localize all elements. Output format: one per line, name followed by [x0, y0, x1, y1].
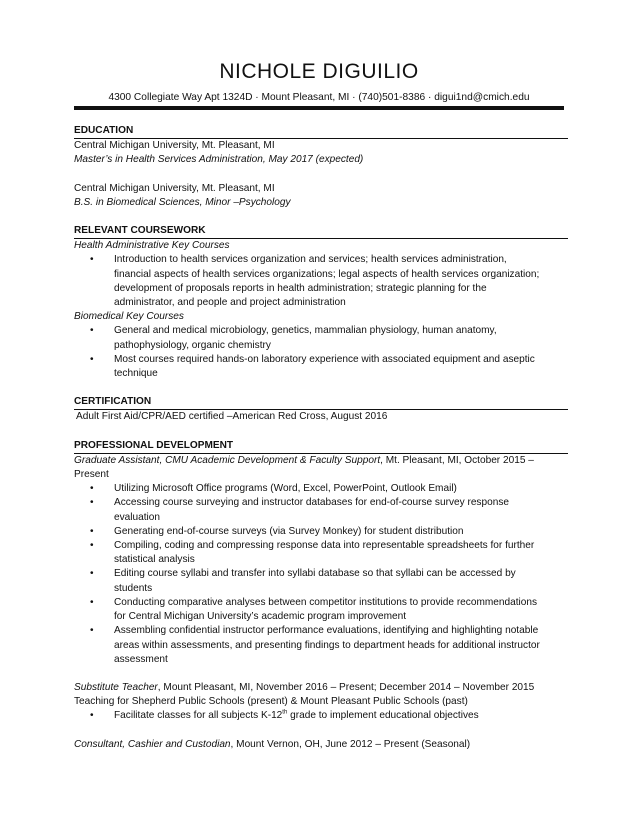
bullet-icon: • [90, 710, 94, 722]
resume-body [74, 124, 568, 766]
bullet-icon: • [90, 483, 94, 495]
education-heading: EDUCATION [74, 124, 568, 139]
list-item: • Facilitate classes for all subjects K-12th grade to implement educational objectives [74, 709, 568, 723]
education-degree-1: Master’s in Health Services Administration, May 2017 (expected) [74, 154, 364, 166]
list-item: • Accessing course surveying and instructor databases for end-of-course survey response evaluation [90, 497, 509, 523]
job1-title: Graduate Assistant, CMU Academic Development & Faculty Support [74, 454, 381, 466]
professional-section [74, 439, 568, 752]
list-item: • Introduction to health services organization and services; health services administration, financial aspects of health services organizations; legal aspects of health services organization; development of proposals reports in health administration; strategic planning for the administrator, and people and project administration [90, 254, 540, 309]
coursework-group-title-2: Biomedical Key Courses [74, 311, 184, 323]
job1-details-cont: Present [74, 469, 109, 481]
bullet-icon: • [90, 353, 94, 365]
education-school-1: Central Michigan University, Mt. Pleasant, MI [74, 140, 275, 152]
coursework-list-2 [74, 324, 568, 381]
list-item: • Generating end-of-course surveys (via Survey Monkey) for student distribution [74, 525, 568, 539]
job1-list [74, 482, 568, 667]
certification-text: Adult First Aid/CPR/AED certified –American Red Cross, August 2016 [76, 411, 388, 423]
professional-heading: PROFESSIONAL DEVELOPMENT [74, 439, 568, 454]
job1-header [74, 454, 568, 468]
list-item: • Utilizing Microsoft Office programs (Word, Excel, PowerPoint, Outlook Email) [74, 482, 568, 496]
bullet-icon: • [90, 568, 94, 580]
job2-details-cont: Teaching for Shepherd Public Schools (present) & Mount Pleasant Public Schools (past) [74, 696, 468, 708]
education-degree-2: B.S. in Biomedical Sciences, Minor –Psychology [74, 196, 291, 208]
certification-section [74, 395, 568, 424]
bullet-icon: • [90, 625, 94, 637]
bullet-icon: • [90, 325, 94, 337]
bullet-icon: • [90, 596, 94, 608]
list-item: • Most courses required hands-on laboratory experience with associated equipment and aseptic technique [90, 353, 535, 380]
contact-line: 4300 Collegiate Way Apt 1324D · Mount Pleasant, MI · (740)501-8386 · digui1nd@cmich.edu [108, 92, 530, 103]
list-item: • Assembling confidential instructor performance evaluations, identifying and highlighting notable areas within assessments, and presenting findings to department heads for additional instructor assessment [90, 625, 540, 665]
candidate-name: NICHOLE DIGUILIO [219, 60, 419, 83]
list-item: • Editing course syllabi and transfer into syllabi database so that syllabi can be accessed by students [90, 568, 516, 594]
job1-details: , Mt. Pleasant, MI, October 2015 – [380, 454, 534, 466]
certification-heading: CERTIFICATION [74, 395, 568, 410]
bullet-icon: • [90, 525, 94, 537]
bullet-icon: • [90, 497, 94, 509]
education-section [74, 124, 568, 210]
bullet-icon: • [90, 540, 94, 552]
list-item: • Conducting comparative analyses between competitor institutions to provide recommendations for Central Michigan University’s academic program improvement [90, 596, 538, 623]
education-school-2: Central Michigan University, Mt. Pleasant, MI [74, 182, 275, 194]
coursework-list-1 [74, 253, 568, 310]
list-item: • General and medical microbiology, genetics, mammalian physiology, human anatomy, pathophysiology, organic chemistry [90, 325, 497, 351]
job2-header [74, 681, 568, 695]
list-item: • Compiling, coding and compressing response data into representable spreadsheets for further statistical analysis [90, 540, 535, 566]
header-rule [74, 106, 564, 110]
job2-list [74, 709, 568, 723]
coursework-group-title-1: Health Administrative Key Courses [74, 240, 230, 252]
job2-details: , Mount Pleasant, MI, November 2016 – Present; December 2014 – November 2015 [157, 681, 535, 693]
bullet-icon: • [90, 254, 94, 266]
coursework-heading: RELEVANT COURSEWORK [74, 224, 568, 239]
job2-title: Substitute Teacher [74, 681, 158, 693]
job3-header [74, 738, 568, 752]
job3-details: , Mount Vernon, OH, June 2012 – Present (Seasonal) [230, 738, 471, 750]
job3-title: Consultant, Cashier and Custodian [74, 738, 231, 750]
coursework-section [74, 224, 568, 381]
